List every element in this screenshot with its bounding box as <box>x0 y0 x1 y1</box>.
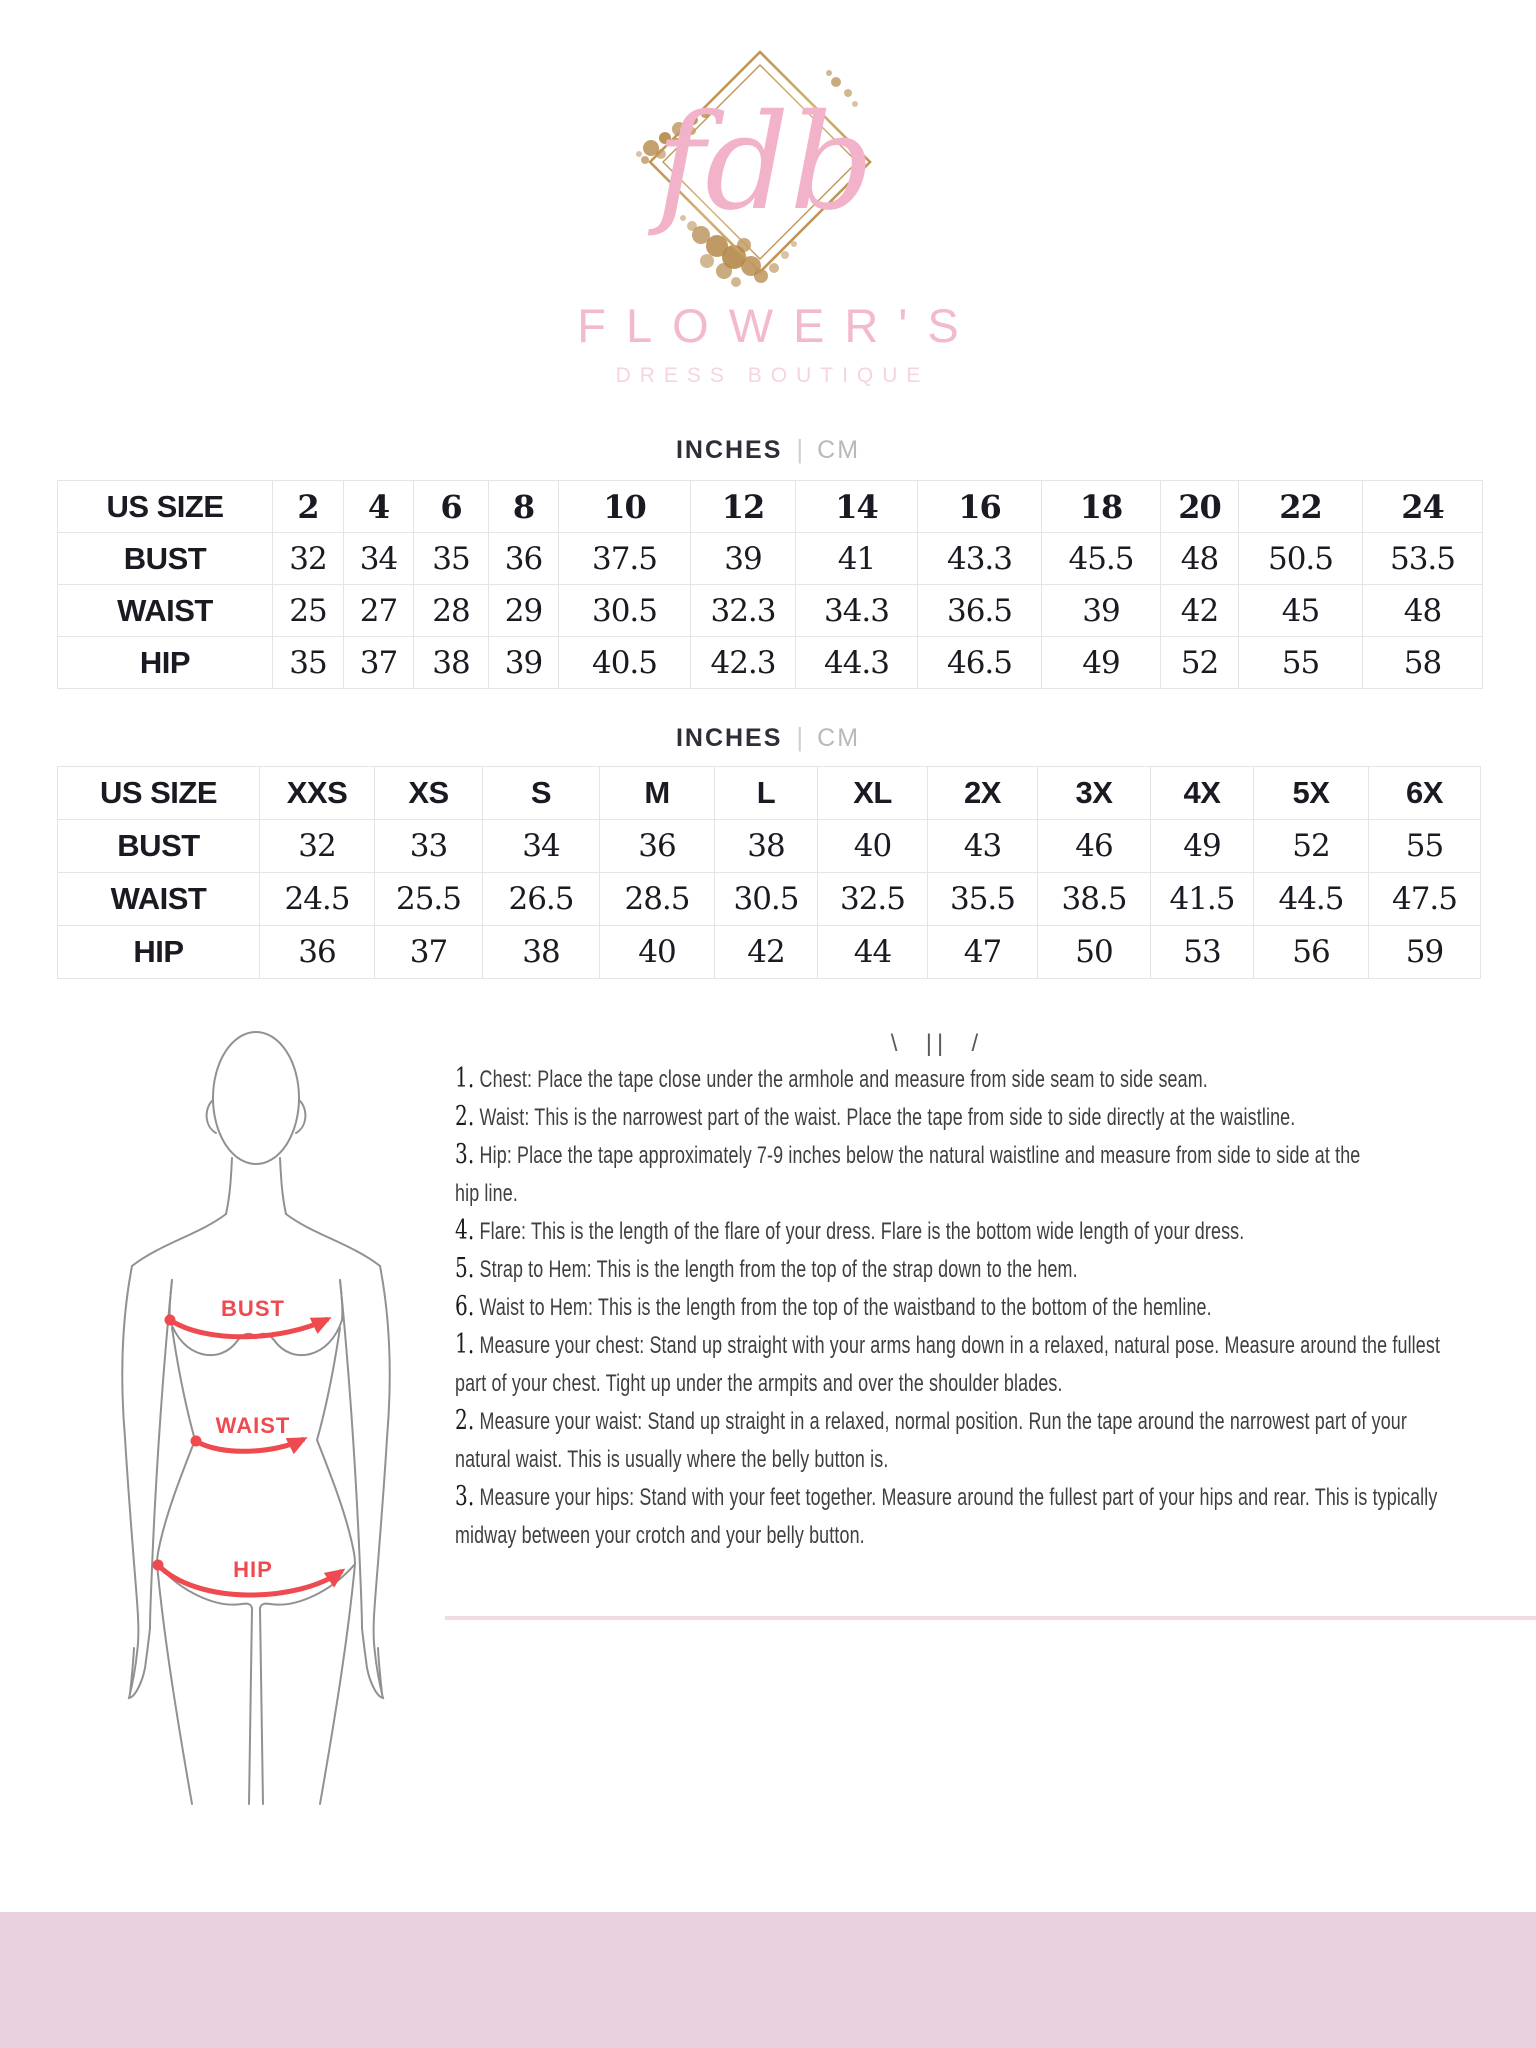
size-cell: 42.3 <box>691 637 796 689</box>
size-cell: 26.5 <box>483 873 600 926</box>
instruction-number: 2. <box>455 1404 475 1436</box>
size-cell: 59 <box>1369 926 1481 979</box>
size-col-header: 6 <box>414 481 489 533</box>
measuring-instructions <box>455 1059 1536 1553</box>
instruction-text: Chest: Place the tape close under the armhole and measure from side seam to side seam. <box>479 1066 1208 1093</box>
size-col-header: 2 <box>273 481 344 533</box>
size-cell: 42 <box>715 926 818 979</box>
size-col-header: XL <box>818 767 928 820</box>
size-cell: 34.3 <box>796 585 918 637</box>
table-row-hip <box>58 926 1481 979</box>
size-cell: 24.5 <box>260 873 375 926</box>
size-cell: 49 <box>1042 637 1161 689</box>
size-cell: 32.3 <box>691 585 796 637</box>
instruction-text: Flare: This is the length of the flare of your dress. Flare is the bottom wide length of your dress. <box>479 1218 1245 1245</box>
size-cell: 32 <box>273 533 344 585</box>
unit-cm-option[interactable]: CM <box>817 436 861 464</box>
size-cell: 41.5 <box>1151 873 1254 926</box>
brand-tagline: DRESS BOUTIQUE <box>615 364 930 387</box>
size-cell: 28.5 <box>600 873 715 926</box>
size-cell: 52 <box>1254 820 1369 873</box>
instruction-line <box>455 1363 1244 1401</box>
size-cell: 56 <box>1254 926 1369 979</box>
units-divider: | <box>796 434 804 464</box>
size-cell: 33 <box>375 820 483 873</box>
waist-label: WAIST <box>215 1413 291 1438</box>
size-col-header: 6X <box>1369 767 1481 820</box>
size-cell: 30.5 <box>559 585 691 637</box>
size-table-numeric <box>57 480 1483 689</box>
size-table-alpha <box>57 766 1481 979</box>
corner-label: US SIZE <box>58 481 273 533</box>
instruction-text: Measure your hips: Stand with your feet together. Measure around the fullest part of your hips and rear. This is typically <box>479 1484 1438 1511</box>
row-label: WAIST <box>58 585 273 637</box>
table-row-hip <box>58 637 1483 689</box>
size-cell: 35 <box>414 533 489 585</box>
instruction-line <box>455 1173 1244 1211</box>
size-cell: 39 <box>691 533 796 585</box>
size-cell: 39 <box>1042 585 1161 637</box>
size-cell: 38 <box>414 637 489 689</box>
size-cell: 58 <box>1363 637 1483 689</box>
size-cell: 45.5 <box>1042 533 1161 585</box>
size-col-header: 18 <box>1042 481 1161 533</box>
instruction-number: 1. <box>455 1328 475 1360</box>
instruction-number: 1. <box>455 1062 475 1094</box>
size-cell: 39 <box>489 637 559 689</box>
size-cell: 47.5 <box>1369 873 1481 926</box>
size-cell: 53 <box>1151 926 1254 979</box>
size-cell: 35 <box>273 637 344 689</box>
row-label: BUST <box>58 820 260 873</box>
size-col-header: 5X <box>1254 767 1369 820</box>
size-cell: 44 <box>818 926 928 979</box>
instruction-line <box>455 1287 1244 1325</box>
size-cell: 45 <box>1239 585 1363 637</box>
instruction-number: 6. <box>455 1290 475 1322</box>
footer-bar <box>0 1912 1536 2048</box>
size-cell: 30.5 <box>715 873 818 926</box>
size-cell: 28 <box>414 585 489 637</box>
size-col-header: 8 <box>489 481 559 533</box>
table-row <box>58 767 1481 820</box>
size-cell: 43.3 <box>918 533 1042 585</box>
brand-name: FLOWER'S <box>577 299 979 352</box>
size-col-header: 12 <box>691 481 796 533</box>
brand-logo <box>593 30 927 290</box>
instruction-text: Measure your chest: Stand up straight with your arms hang down in a relaxed, natural pose. Measure around the fullest <box>479 1332 1441 1359</box>
size-col-header: 2X <box>928 767 1038 820</box>
size-cell: 44.5 <box>1254 873 1369 926</box>
size-cell: 32.5 <box>818 873 928 926</box>
size-cell: 47 <box>928 926 1038 979</box>
row-label: HIP <box>58 637 273 689</box>
instruction-number: 3. <box>455 1480 475 1512</box>
size-cell: 38 <box>715 820 818 873</box>
size-cell: 37 <box>344 637 414 689</box>
instruction-text: Waist to Hem: This is the length from the top of the waistband to the bottom of the hemline. <box>479 1294 1212 1321</box>
size-cell: 55 <box>1239 637 1363 689</box>
instruction-text: Strap to Hem: This is the length from the top of the strap down to the hem. <box>479 1256 1078 1283</box>
size-cell: 38 <box>483 926 600 979</box>
instruction-text: Waist: This is the narrowest part of the waist. Place the tape from side to side directly at the waistline. <box>479 1104 1296 1131</box>
table-row-waist <box>58 585 1483 637</box>
size-col-header: 16 <box>918 481 1042 533</box>
size-col-header: M <box>600 767 715 820</box>
size-col-header: 3X <box>1038 767 1151 820</box>
instruction-line <box>455 1211 1244 1249</box>
instruction-line <box>455 1249 1244 1287</box>
size-cell: 44.3 <box>796 637 918 689</box>
unit-cm-option[interactable]: CM <box>817 724 861 752</box>
size-col-header: XXS <box>260 767 375 820</box>
size-cell: 37 <box>375 926 483 979</box>
size-col-header: XS <box>375 767 483 820</box>
size-col-header: 4X <box>1151 767 1254 820</box>
instruction-text: Measure your waist: Stand up straight in a relaxed, normal position. Run the tape around the narrowest part of your <box>479 1408 1407 1435</box>
body-measurement-diagram <box>112 1028 448 1812</box>
size-col-header: 20 <box>1161 481 1239 533</box>
corner-label: US SIZE <box>58 767 260 820</box>
size-cell: 27 <box>344 585 414 637</box>
tape-tick-decoration: \ || / <box>890 1030 984 1057</box>
units-toggle-top <box>0 434 1536 465</box>
size-cell: 25.5 <box>375 873 483 926</box>
size-cell: 36.5 <box>918 585 1042 637</box>
size-cell: 52 <box>1161 637 1239 689</box>
size-cell: 36 <box>600 820 715 873</box>
size-cell: 38.5 <box>1038 873 1151 926</box>
instruction-text: part of your chest. Tight up under the armpits and over the shoulder blades. <box>455 1370 1063 1397</box>
instruction-line <box>455 1515 1244 1553</box>
instruction-line <box>455 1097 1296 1135</box>
instruction-number: 4. <box>455 1214 475 1246</box>
table-row-waist <box>58 873 1481 926</box>
instruction-line <box>455 1477 1438 1515</box>
size-cell: 36 <box>489 533 559 585</box>
size-cell: 36 <box>260 926 375 979</box>
instruction-text: Hip: Place the tape approximately 7-9 inches below the natural waistline and measure from side to side at the <box>479 1142 1361 1169</box>
size-col-header: S <box>483 767 600 820</box>
size-cell: 41 <box>796 533 918 585</box>
size-cell: 29 <box>489 585 559 637</box>
size-cell: 50.5 <box>1239 533 1363 585</box>
unit-inches-option[interactable]: INCHES <box>675 436 783 464</box>
size-cell: 50 <box>1038 926 1151 979</box>
instruction-line <box>455 1401 1407 1439</box>
size-cell: 37.5 <box>559 533 691 585</box>
unit-inches-option[interactable]: INCHES <box>675 724 783 752</box>
size-cell: 48 <box>1161 533 1239 585</box>
size-cell: 35.5 <box>928 873 1038 926</box>
instruction-number: 5. <box>455 1252 475 1284</box>
size-cell: 34 <box>483 820 600 873</box>
row-label: BUST <box>58 533 273 585</box>
table-row-bust <box>58 820 1481 873</box>
size-cell: 48 <box>1363 585 1483 637</box>
size-cell: 46.5 <box>918 637 1042 689</box>
table-row-bust <box>58 533 1483 585</box>
size-col-header: 10 <box>559 481 691 533</box>
size-cell: 40.5 <box>559 637 691 689</box>
units-toggle-bottom <box>0 722 1536 753</box>
instruction-line <box>455 1135 1361 1173</box>
instruction-text: hip line. <box>455 1180 518 1207</box>
size-cell: 53.5 <box>1363 533 1483 585</box>
instruction-text: natural waist. This is usually where the belly button is. <box>455 1446 889 1473</box>
hip-label: HIP <box>233 1557 273 1582</box>
instruction-line <box>455 1325 1441 1363</box>
row-label: WAIST <box>58 873 260 926</box>
bust-label: BUST <box>221 1296 285 1321</box>
size-cell: 32 <box>260 820 375 873</box>
size-cell: 25 <box>273 585 344 637</box>
size-cell: 34 <box>344 533 414 585</box>
size-cell: 43 <box>928 820 1038 873</box>
size-cell: 40 <box>818 820 928 873</box>
size-cell: 46 <box>1038 820 1151 873</box>
instruction-text: midway between your crotch and your belly button. <box>455 1522 865 1549</box>
size-cell: 55 <box>1369 820 1481 873</box>
section-divider-line <box>445 1616 1536 1620</box>
size-cell: 42 <box>1161 585 1239 637</box>
units-divider: | <box>796 722 804 752</box>
size-col-header: 24 <box>1363 481 1483 533</box>
size-cell: 49 <box>1151 820 1254 873</box>
table-row <box>58 481 1483 533</box>
size-col-header: L <box>715 767 818 820</box>
size-col-header: 22 <box>1239 481 1363 533</box>
size-cell: 40 <box>600 926 715 979</box>
size-col-header: 14 <box>796 481 918 533</box>
instruction-line <box>455 1059 1244 1097</box>
size-col-header: 4 <box>344 481 414 533</box>
instruction-number: 2. <box>455 1100 475 1132</box>
instruction-number: 3. <box>455 1138 475 1170</box>
brand-monogram: fdb <box>656 86 874 240</box>
row-label: HIP <box>58 926 260 979</box>
instruction-line <box>455 1439 1244 1477</box>
